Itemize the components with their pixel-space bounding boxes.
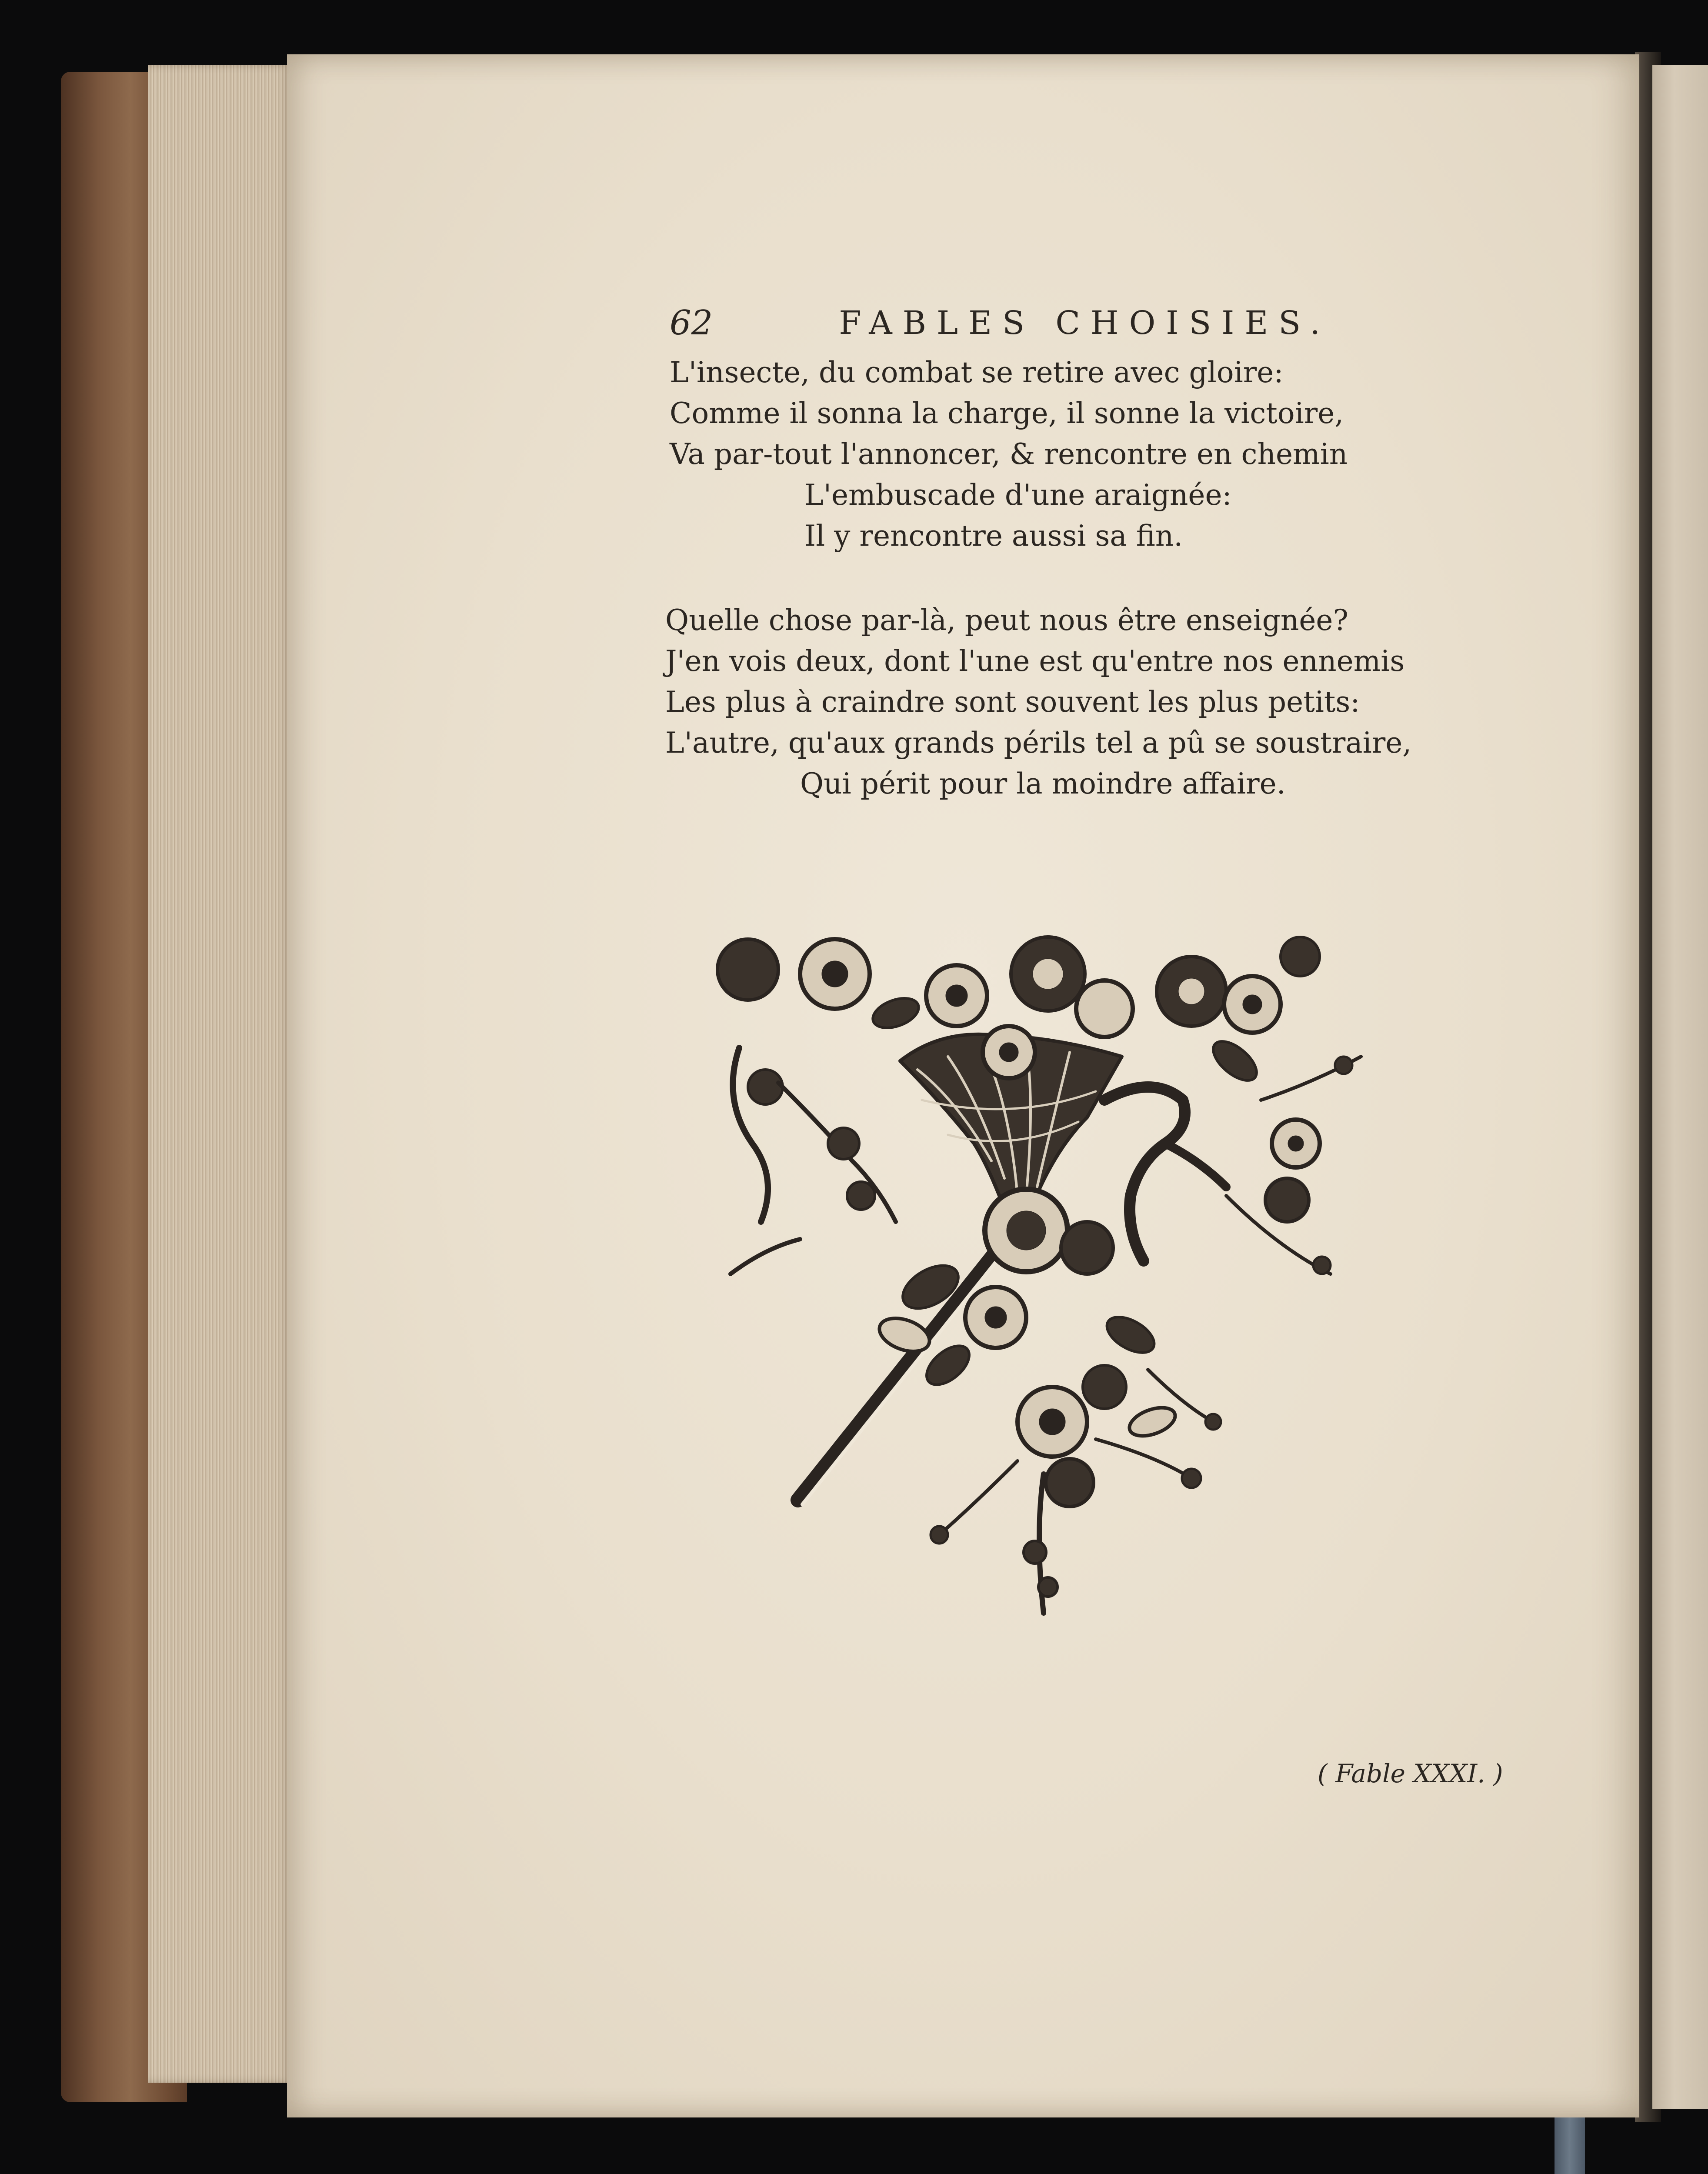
verse-line: Qui périt pour la moindre affaire. <box>800 767 1286 800</box>
catchword: ( Fable XXXI. ) <box>1318 1759 1503 1788</box>
verse-line: Il y rencontre aussi sa fin. <box>804 519 1183 553</box>
stanza-1 <box>670 352 1348 557</box>
running-head <box>670 299 1331 347</box>
verse-line: Va par-tout l'annoncer, & rencontre en chemin <box>670 437 1348 471</box>
facing-page <box>1652 65 1708 2109</box>
verse-line: L'autre, qu'aux grands périls tel a pû se soustraire, <box>665 726 1412 760</box>
verse-line: Les plus à craindre sont souvent les plus petits: <box>665 685 1360 719</box>
verse-line: Quelle chose par-là, peut nous être enseignée? <box>665 604 1348 637</box>
bookmark-ribbon <box>1555 2113 1585 2174</box>
floral-basket-engraving-icon <box>713 917 1391 1630</box>
verse-line: J'en vois deux, dont l'une est qu'entre nos ennemis <box>665 644 1405 678</box>
verse-line: L'insecte, du combat se retire avec gloire: <box>670 356 1284 389</box>
stanza-2 <box>665 600 1411 804</box>
verse-line: L'embuscade d'une araignée: <box>804 478 1232 512</box>
page-title: FABLES CHOISIES. <box>839 304 1331 342</box>
verse-line: Comme il sonna la charge, il sonne la victoire, <box>670 397 1344 430</box>
page-number: 62 <box>670 303 713 343</box>
page-edges <box>148 65 291 2083</box>
